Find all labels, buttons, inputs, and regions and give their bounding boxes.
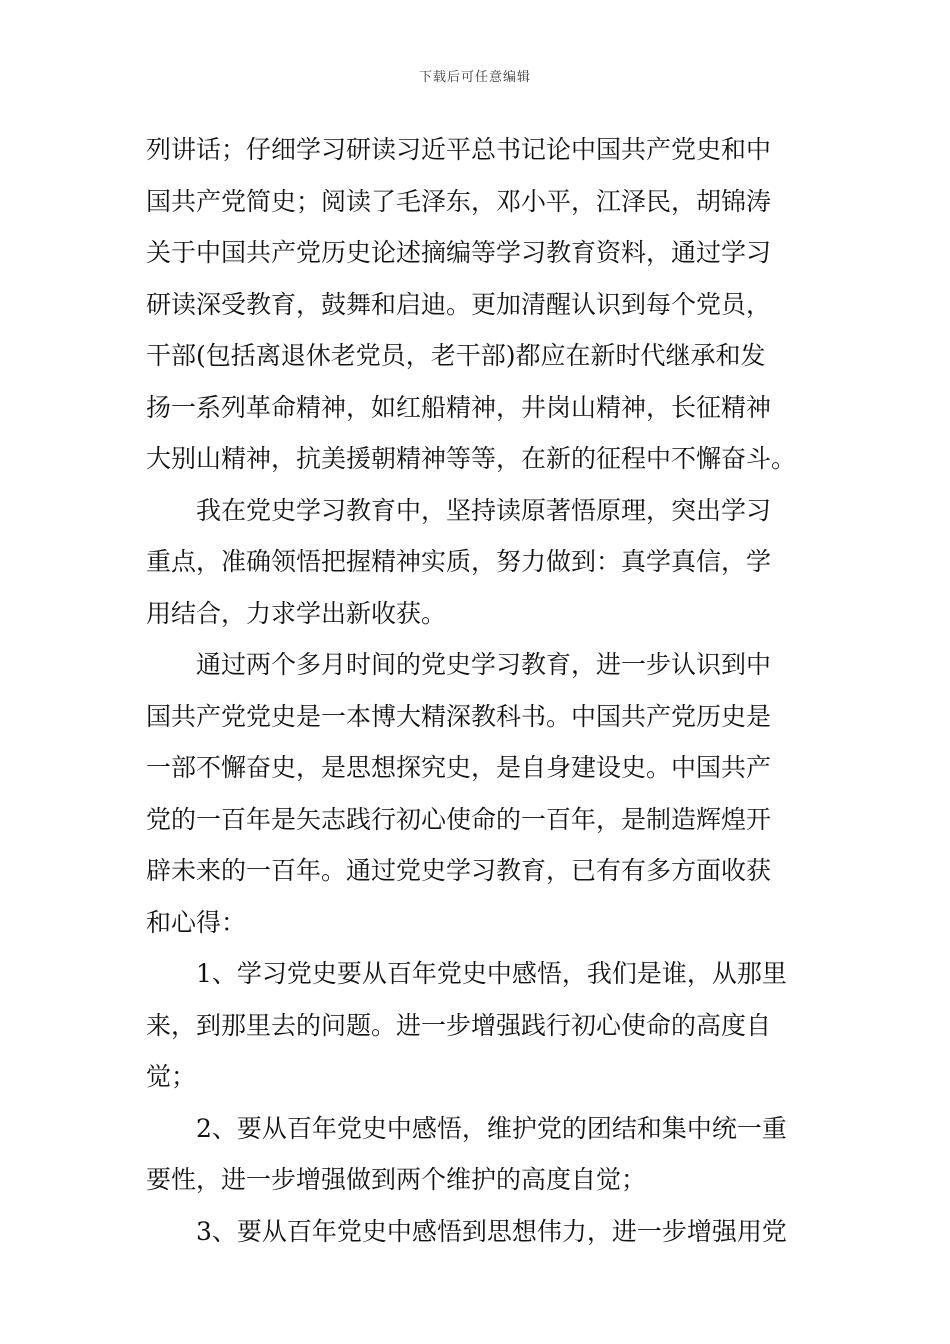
list-item-2-start: 2、要从百年党史中感悟，维护党的团结和集中统一重 xyxy=(196,1113,787,1143)
text-line: 觉； xyxy=(146,1062,197,1091)
text-line: 大别山精神，抗美援朝精神等等，在新的征程中不懈奋斗。 xyxy=(146,444,797,473)
paragraph-start-line: 我在党史学习教育中，坚持读原著悟原理，突出学习 xyxy=(196,495,772,525)
paragraph-start-line: 通过两个多月时间的党史学习教育，进一步认识到中 xyxy=(196,650,772,679)
page-header: 下载后可任意编辑 xyxy=(418,70,531,85)
document-body xyxy=(146,124,806,1257)
text-line: 干部(包括离退休老党员，老干部)都应在新时代继承和发 xyxy=(146,341,766,370)
text-line: 研读深受教育，鼓舞和启迪。更加清醒认识到每个党员， xyxy=(146,289,772,319)
text-line: 和心得： xyxy=(146,907,247,937)
text-line: 国共产党简史；阅读了毛泽东，邓小平，江泽民，胡锦涛 xyxy=(146,186,772,216)
list-item-1-start: 1、学习党史要从百年党史中感悟，我们是谁，从那里 xyxy=(196,959,787,988)
text-line: 重点，准确领悟把握精神实质，努力做到：真学真信，学 xyxy=(146,547,772,576)
text-line: 党的一百年是矢志践行初心使命的一百年，是制造辉煌开 xyxy=(146,804,772,834)
text-line: 辟未来的一百年。通过党史学习教育，已有有多方面收获 xyxy=(146,856,772,885)
text-line: 一部不懈奋史，是思想探究史，是自身建设史。中国共产 xyxy=(146,753,772,782)
text-line: 来，到那里去的问题。进一步增强践行初心使命的高度自 xyxy=(146,1010,772,1040)
text-line: 用结合，力求学出新收获。 xyxy=(146,598,447,628)
text-line: 列讲话；仔细学习研读习近平总书记论中国共产党史和中 xyxy=(146,135,772,164)
text-line: 国共产党党史是一本博大精深教科书。中国共产党历史是 xyxy=(146,701,772,731)
text-line: 要性，进一步增强做到两个维护的高度自觉； xyxy=(146,1165,647,1194)
text-line: 关于中国共产党历史论述摘编等学习教育资料，通过学习 xyxy=(146,238,772,267)
list-item-3-start: 3、要从百年党史中感悟到思想伟力，进一步增强用党 xyxy=(196,1216,787,1246)
text-line: 扬一系列革命精神，如红船精神，井岗山精神，长征精神 xyxy=(146,392,772,422)
